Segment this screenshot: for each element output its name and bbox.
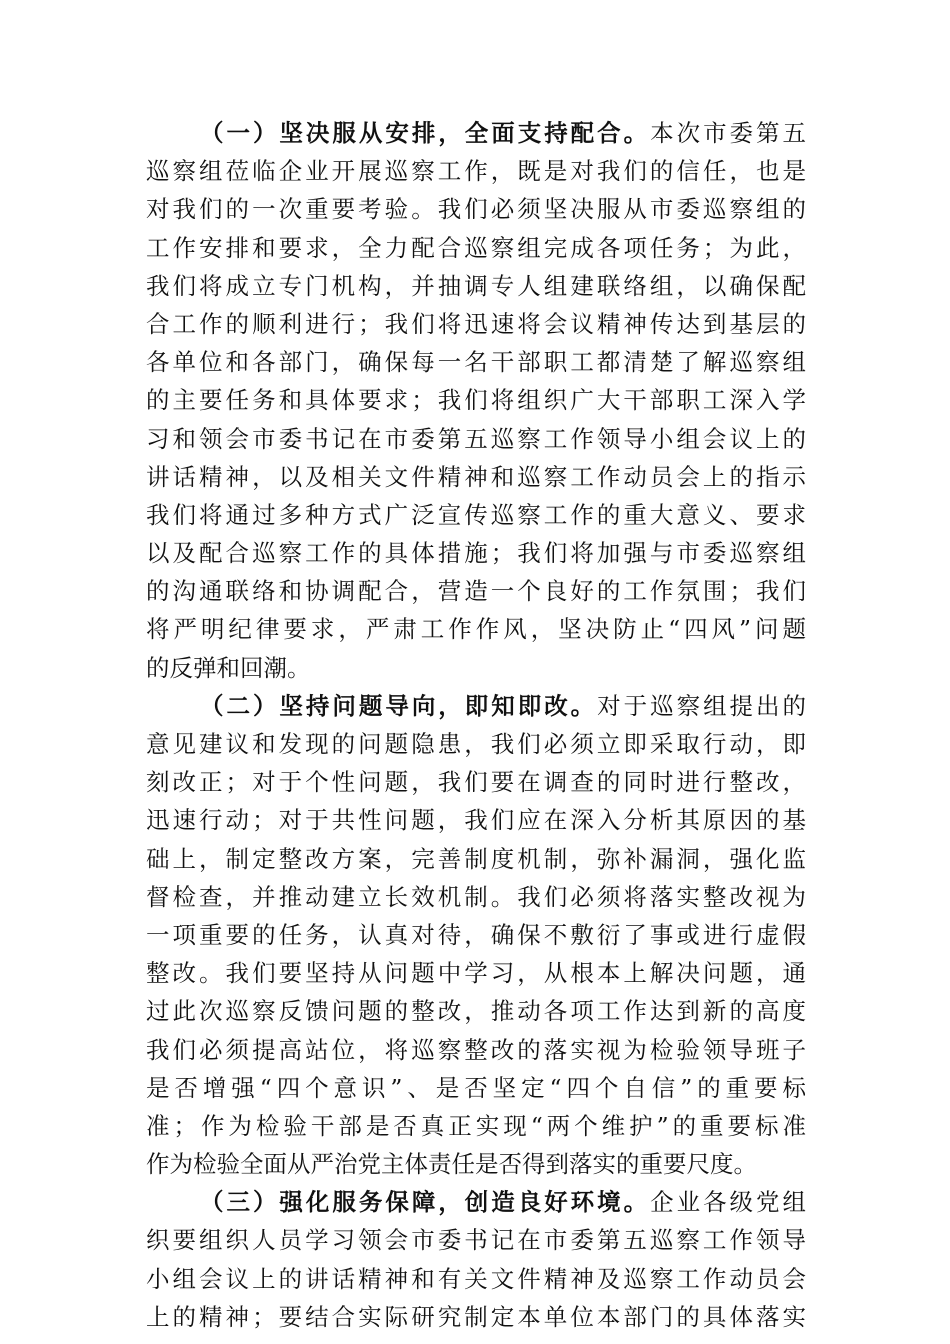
paragraph-line: 是否增强“四个意识”、是否坚定“四个自信”的重要标 bbox=[146, 1073, 806, 1102]
paragraph-line: 我们将通过多种方式广泛宣传巡察工作的重大意义、要求 bbox=[146, 500, 806, 529]
paragraph-line: 各单位和各部门，确保每一名干部职工都清楚了解巡察组 bbox=[146, 348, 806, 377]
paragraph-line: 作为检验全面从严治党主体责任是否得到落实的重要尺度。 bbox=[146, 1150, 757, 1179]
paragraph-line: 我们必须提高站位，将巡察整改的落实视为检验领导班子 bbox=[146, 1035, 806, 1064]
paragraph-line: 合工作的顺利进行；我们将迅速将会议精神传达到基层的 bbox=[146, 309, 806, 338]
paragraph-line: 巡察组莅临企业开展巡察工作，既是对我们的信任，也是 bbox=[146, 157, 806, 186]
paragraph-line: 对我们的一次重要考验。我们必须坚决服从市委巡察组的 bbox=[146, 195, 806, 224]
paragraph-line: 上的精神；要结合实际研究制定本单位本部门的具体落实 bbox=[146, 1302, 806, 1331]
paragraph-1 bbox=[146, 114, 806, 687]
paragraph-first-line bbox=[146, 687, 806, 725]
paragraph-line: 讲话精神，以及相关文件精神和巡察工作动员会上的指示 bbox=[146, 462, 806, 491]
paragraph-line: 刻改正；对于个性问题，我们要在调查的同时进行整改， bbox=[146, 768, 806, 797]
paragraph-line: 的主要任务和具体要求；我们将组织广大干部职工深入学 bbox=[146, 386, 806, 415]
paragraph-line: 整改。我们要坚持从问题中学习，从根本上解决问题，通 bbox=[146, 959, 806, 988]
paragraph-line: 迅速行动；对于共性问题，我们应在深入分析其原因的基 bbox=[146, 806, 806, 835]
paragraph-line: 一项重要的任务，认真对待，确保不敷衍了事或进行虚假 bbox=[146, 920, 806, 949]
paragraph-line: 意见建议和发现的问题隐患，我们必须立即采取行动，即 bbox=[146, 730, 806, 758]
paragraph-line: 织要组织人员学习领会市委书记在市委第五巡察工作领导 bbox=[146, 1226, 806, 1255]
paragraph-line: 将严明纪律要求，严肃工作作风，坚决防止“四风”问题 bbox=[146, 615, 806, 644]
paragraph-text: 对于巡察组提出的 bbox=[597, 691, 806, 720]
paragraph-first-line bbox=[146, 1183, 806, 1221]
paragraph-heading: （一）坚决服从安排，全面支持配合。 bbox=[200, 119, 651, 147]
paragraph-line: 的反弹和回潮。 bbox=[146, 653, 311, 682]
paragraph-text: 本次市委第五 bbox=[650, 119, 806, 147]
paragraph-line: 督检查，并推动建立长效机制。我们必须将落实整改视为 bbox=[146, 882, 806, 911]
paragraph-line: 的沟通联络和协调配合，营造一个良好的工作氛围；我们 bbox=[146, 577, 806, 606]
paragraph-line: 以及配合巡察工作的具体措施；我们将加强与市委巡察组 bbox=[146, 539, 806, 568]
paragraph-line: 准；作为检验干部是否真正实现“两个维护”的重要标准 bbox=[146, 1111, 806, 1140]
paragraph-line: 小组会议上的讲话精神和有关文件精神及巡察工作动员会 bbox=[146, 1264, 806, 1293]
paragraph-2 bbox=[146, 687, 806, 1183]
paragraph-text: 企业各级党组 bbox=[650, 1188, 806, 1217]
paragraph-3 bbox=[146, 1183, 806, 1336]
paragraph-line: 我们将成立专门机构，并抽调专人组建联络组，以确保配 bbox=[146, 271, 806, 300]
paragraph-heading: （三）强化服务保障，创造良好环境。 bbox=[200, 1188, 651, 1217]
paragraph-line: 工作安排和要求，全力配合巡察组完成各项任务；为此， bbox=[146, 233, 806, 262]
paragraph-line: 础上，制定整改方案，完善制度机制，弥补漏洞，强化监 bbox=[146, 844, 806, 873]
paragraph-line: 过此次巡察反馈问题的整改，推动各项工作达到新的高度 bbox=[146, 997, 806, 1026]
paragraph-heading: （二）坚持问题导向，即知即改。 bbox=[200, 691, 598, 720]
document-body bbox=[146, 114, 806, 1336]
paragraph-line: 习和领会市委书记在市委第五巡察工作领导小组会议上的 bbox=[146, 424, 806, 453]
paragraph-first-line bbox=[146, 114, 806, 152]
